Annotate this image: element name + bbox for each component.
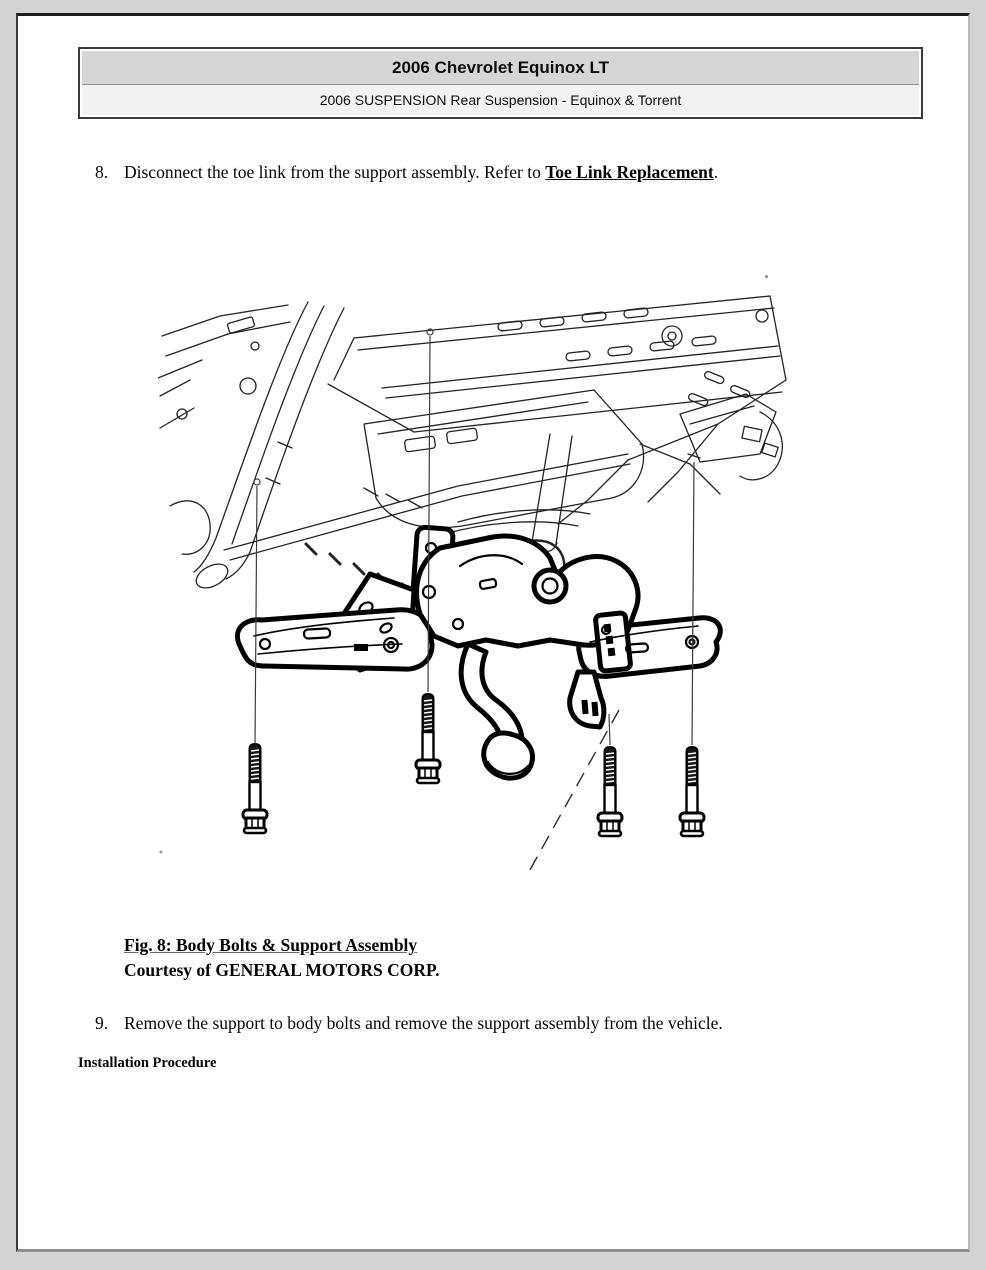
figure-caption — [124, 933, 440, 983]
figure-caption-courtesy: Courtesy of GENERAL MOTORS CORP. — [124, 960, 440, 980]
body-bolt-4 — [680, 747, 704, 836]
step-8 — [95, 160, 930, 184]
installation-procedure-heading: Installation Procedure — [78, 1055, 217, 1071]
print-speck — [765, 275, 768, 278]
step-8-number: 8. — [95, 162, 109, 182]
vehicle-header-table — [78, 47, 923, 119]
body-bolt-3 — [598, 747, 622, 836]
step-8-text-suffix: . — [713, 162, 719, 182]
figure-caption-title: Fig. 8: Body Bolts & Support Assembly — [124, 935, 418, 955]
step-9 — [95, 1011, 940, 1035]
step-8-text-prefix: Disconnect the toe link from the support assembly. Refer to — [124, 162, 546, 182]
support-assembly — [237, 527, 720, 778]
body-bolt-2 — [416, 694, 440, 783]
section-subtitle: 2006 SUSPENSION Rear Suspension - Equinox & Torrent — [82, 85, 919, 115]
step-9-text: Remove the support to body bolts and remove the support assembly from the vehicle. — [124, 1013, 723, 1033]
toe-link-replacement-link[interactable]: Toe Link Replacement — [545, 162, 714, 182]
step-8-text — [124, 160, 718, 184]
body-bolt-1 — [243, 744, 267, 833]
document-page — [16, 13, 970, 1252]
vehicle-title: 2006 Chevrolet Equinox LT — [82, 51, 919, 85]
figure-8-image — [158, 292, 788, 900]
step-9-number: 9. — [95, 1013, 109, 1033]
figure-drawing — [158, 292, 788, 896]
